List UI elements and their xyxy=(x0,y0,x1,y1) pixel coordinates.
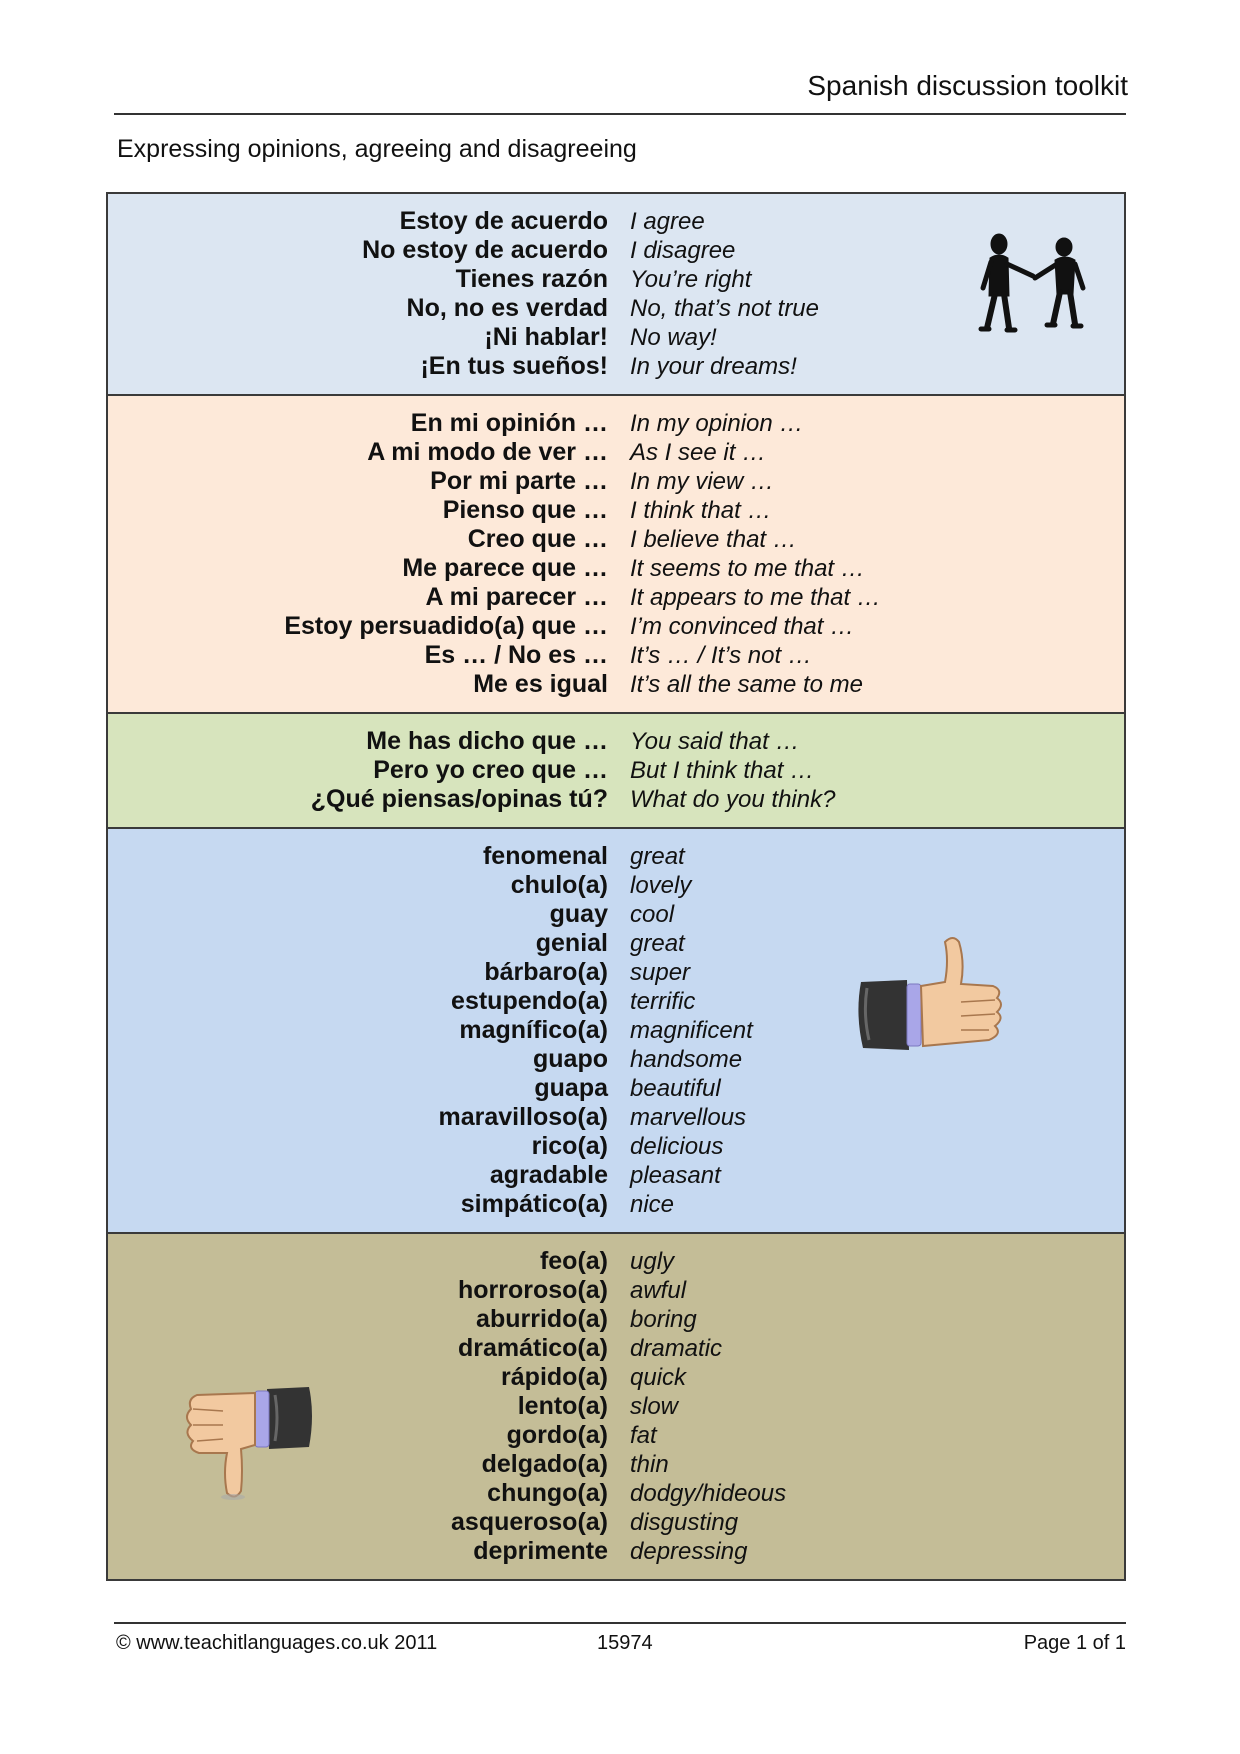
english-translation: I think that … xyxy=(630,496,772,524)
english-translation: In your dreams! xyxy=(630,352,797,380)
phrase-row xyxy=(108,842,1124,871)
spanish-phrase: asqueroso(a) xyxy=(451,1508,608,1536)
english-translation: nice xyxy=(630,1190,675,1218)
english-translation: terrific xyxy=(630,987,696,1015)
spanish-phrase: horroroso(a) xyxy=(458,1276,608,1304)
phrase-row xyxy=(108,323,1124,352)
english-translation: You said that … xyxy=(630,727,800,755)
english-translation: lovely xyxy=(630,871,692,899)
english-translation: ugly xyxy=(630,1247,675,1275)
spanish-phrase: simpático(a) xyxy=(460,1190,608,1218)
english-translation: depressing xyxy=(630,1537,748,1565)
english-translation: disgusting xyxy=(630,1508,739,1536)
english-translation: I disagree xyxy=(630,236,736,264)
english-translation: I agree xyxy=(630,207,705,235)
section-discussion xyxy=(108,714,1124,829)
english-translation: You’re right xyxy=(630,265,752,293)
english-translation: In my view … xyxy=(630,467,775,495)
spanish-phrase: aburrido(a) xyxy=(476,1305,608,1333)
english-translation: thin xyxy=(630,1450,669,1478)
spanish-phrase: deprimente xyxy=(473,1537,608,1565)
thumbs-down-icon xyxy=(183,1383,315,1503)
english-translation: In my opinion … xyxy=(630,409,804,437)
phrase-row xyxy=(108,641,1124,670)
spanish-phrase: genial xyxy=(535,929,608,957)
english-translation: It’s all the same to me xyxy=(630,670,863,698)
phrase-row xyxy=(108,756,1124,785)
spanish-phrase: gordo(a) xyxy=(506,1421,608,1449)
spanish-phrase: magnífico(a) xyxy=(459,1016,608,1044)
english-translation: quick xyxy=(630,1363,687,1391)
phrase-row xyxy=(108,900,1124,929)
footer-copyright: © www.teachitlanguages.co.uk 2011 xyxy=(116,1632,438,1654)
english-translation: It appears to me that … xyxy=(630,583,881,611)
spanish-phrase: Es … / No es … xyxy=(424,641,608,669)
phrase-row xyxy=(108,438,1124,467)
spanish-phrase: A mi modo de ver … xyxy=(367,438,608,466)
english-translation: As I see it … xyxy=(630,438,767,466)
spanish-phrase: Tienes razón xyxy=(455,265,608,293)
phrase-row xyxy=(108,496,1124,525)
phrase-row xyxy=(108,409,1124,438)
phrase-row xyxy=(108,1508,1124,1537)
english-translation: awful xyxy=(630,1276,687,1304)
header-divider xyxy=(114,113,1126,115)
english-translation: I believe that … xyxy=(630,525,797,553)
spanish-phrase: ¡Ni hablar! xyxy=(484,323,608,351)
spanish-phrase: No estoy de acuerdo xyxy=(362,236,608,264)
english-translation: boring xyxy=(630,1305,697,1333)
english-translation: marvellous xyxy=(630,1103,747,1131)
spanish-phrase: ¡En tus sueños! xyxy=(420,352,608,380)
phrase-row xyxy=(108,207,1124,236)
spanish-phrase: fenomenal xyxy=(482,842,608,870)
english-translation: delicious xyxy=(630,1132,724,1160)
english-translation: pleasant xyxy=(630,1161,721,1189)
english-translation: But I think that … xyxy=(630,756,815,784)
phrase-row xyxy=(108,554,1124,583)
spanish-phrase: agradable xyxy=(489,1161,608,1189)
spanish-phrase: lento(a) xyxy=(517,1392,608,1420)
phrase-row xyxy=(108,670,1124,699)
spanish-phrase: estupendo(a) xyxy=(451,987,608,1015)
english-translation: cool xyxy=(630,900,675,928)
phrase-row xyxy=(108,785,1124,814)
phrase-row xyxy=(108,1247,1124,1276)
phrase-row xyxy=(108,1103,1124,1132)
english-translation: magnificent xyxy=(630,1016,753,1044)
english-translation: great xyxy=(630,929,685,957)
english-translation: I’m convinced that … xyxy=(630,612,855,640)
english-translation: It’s … / It’s not … xyxy=(630,641,812,669)
phrase-row xyxy=(108,871,1124,900)
phrase-row xyxy=(108,1537,1124,1566)
english-translation: No way! xyxy=(630,323,717,351)
spanish-phrase: Estoy persuadido(a) que … xyxy=(284,612,608,640)
english-translation: handsome xyxy=(630,1045,743,1073)
spanish-phrase: No, no es verdad xyxy=(406,294,608,322)
english-translation: dodgy/hideous xyxy=(630,1479,787,1507)
spanish-phrase: guapa xyxy=(534,1074,608,1102)
footer-page-number: Page 1 of 1 xyxy=(1023,1632,1126,1654)
phrase-row xyxy=(108,265,1124,294)
spanish-phrase: Pero yo creo que … xyxy=(373,756,608,784)
spanish-phrase: dramático(a) xyxy=(457,1334,608,1362)
phrase-row xyxy=(108,612,1124,641)
spanish-phrase: Me has dicho que … xyxy=(366,727,608,755)
spanish-phrase: rápido(a) xyxy=(501,1363,608,1391)
phrase-row xyxy=(108,1074,1124,1103)
phrase-table xyxy=(106,192,1126,1581)
phrase-row xyxy=(108,467,1124,496)
spanish-phrase: Estoy de acuerdo xyxy=(399,207,608,235)
spanish-phrase: En mi opinión … xyxy=(410,409,608,437)
spanish-phrase: delgado(a) xyxy=(481,1450,608,1478)
spanish-phrase: chulo(a) xyxy=(510,871,608,899)
spanish-phrase: Por mi parte … xyxy=(430,467,608,495)
spanish-phrase: feo(a) xyxy=(539,1247,608,1275)
phrase-row xyxy=(108,236,1124,265)
phrase-row xyxy=(108,727,1124,756)
phrase-row xyxy=(108,352,1124,381)
spanish-phrase: guay xyxy=(549,900,608,928)
spanish-phrase: A mi parecer … xyxy=(425,583,608,611)
phrase-row xyxy=(108,1276,1124,1305)
phrase-row xyxy=(108,294,1124,323)
english-translation: What do you think? xyxy=(630,785,836,813)
section-opinion xyxy=(108,396,1124,714)
english-translation: It seems to me that … xyxy=(630,554,865,582)
english-translation: No, that’s not true xyxy=(630,294,819,322)
section-agree xyxy=(108,194,1124,396)
phrase-row xyxy=(108,1305,1124,1334)
spanish-phrase: guapo xyxy=(533,1045,608,1073)
english-translation: beautiful xyxy=(630,1074,721,1102)
spanish-phrase: rico(a) xyxy=(531,1132,608,1160)
footer-divider xyxy=(114,1622,1126,1624)
spanish-phrase: Pienso que … xyxy=(442,496,608,524)
spanish-phrase: ¿Qué piensas/opinas tú? xyxy=(310,785,608,813)
english-translation: super xyxy=(630,958,691,986)
spanish-phrase: Me parece que … xyxy=(402,554,608,582)
spanish-phrase: Creo que … xyxy=(467,525,608,553)
phrase-row xyxy=(108,1161,1124,1190)
page-subtitle: Expressing opinions, agreeing and disagreeing xyxy=(117,135,637,163)
english-translation: dramatic xyxy=(630,1334,723,1362)
document-title: Spanish discussion toolkit xyxy=(807,70,1128,101)
phrase-row xyxy=(108,1132,1124,1161)
thumbs-up-icon xyxy=(853,930,1013,1060)
footer-code: 15974 xyxy=(597,1632,653,1654)
phrase-row xyxy=(108,1334,1124,1363)
english-translation: fat xyxy=(630,1421,657,1449)
phrase-row xyxy=(108,1190,1124,1219)
spanish-phrase: maravilloso(a) xyxy=(438,1103,608,1131)
spanish-phrase: bárbaro(a) xyxy=(484,958,608,986)
english-translation: great xyxy=(630,842,685,870)
spanish-phrase: Me es igual xyxy=(473,670,608,698)
english-translation: slow xyxy=(630,1392,679,1420)
spanish-phrase: chungo(a) xyxy=(487,1479,608,1507)
phrase-row xyxy=(108,583,1124,612)
phrase-row xyxy=(108,525,1124,554)
handshake-figures-icon xyxy=(975,232,1093,336)
